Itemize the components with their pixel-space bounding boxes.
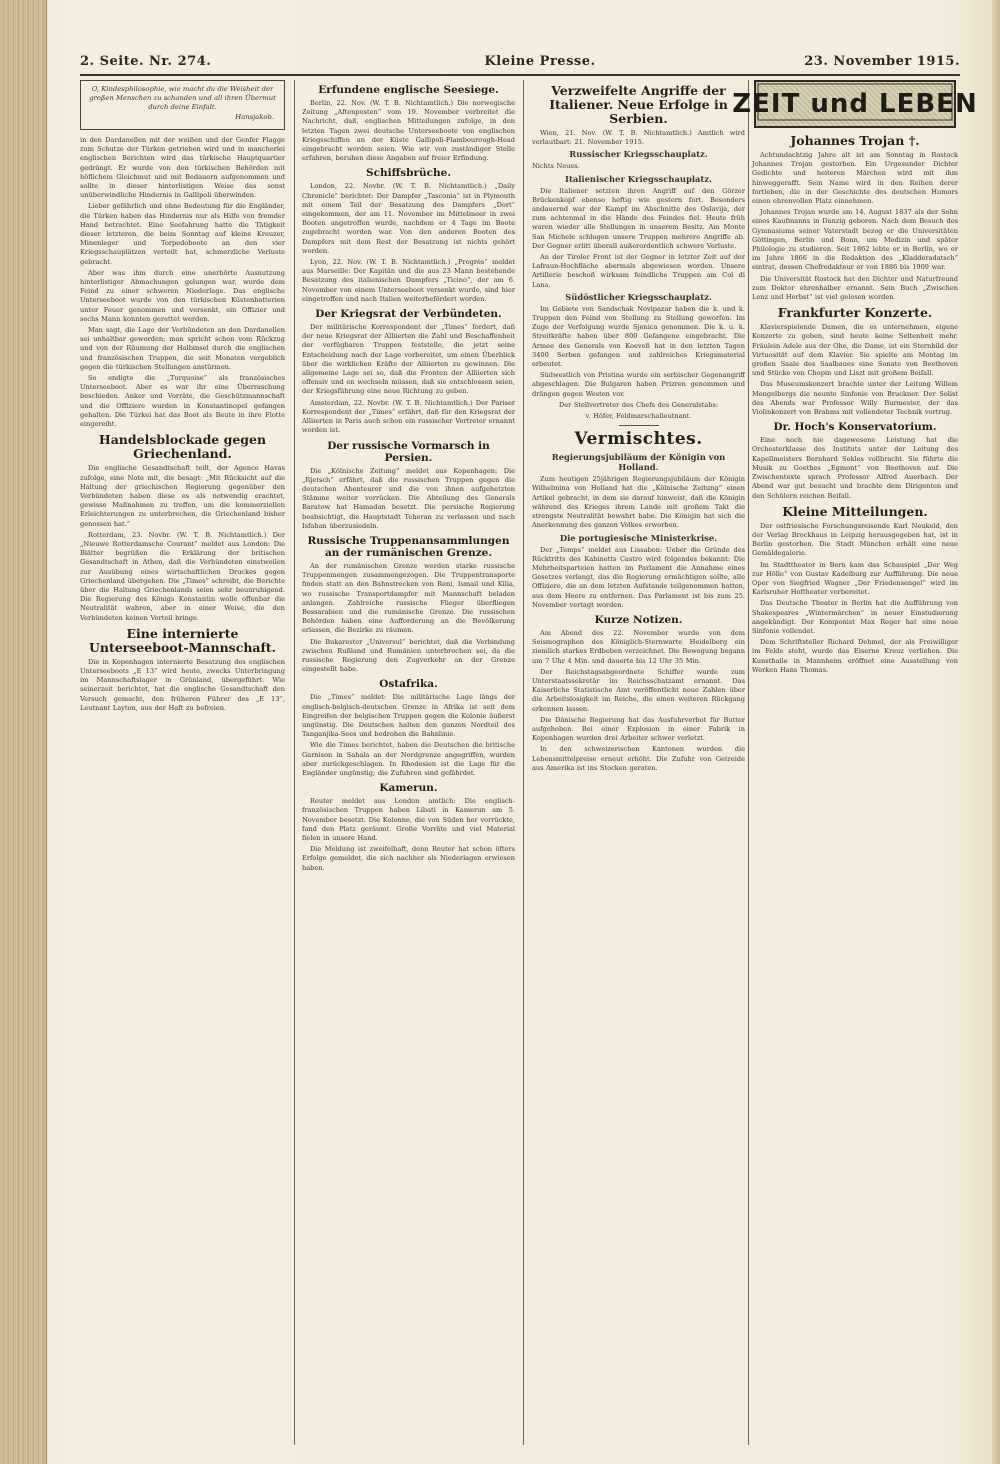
column-2 <box>302 80 515 1450</box>
article-paragraph: Nichts Neues. <box>532 162 580 171</box>
section-divider <box>619 425 659 426</box>
article-paragraph: Die Italiener setzten ihren Angriff auf den Görzer Brückenkopf ebenso heftig wie gestern fort. Besonders andauernd war der Kampf im Abschnitte des Oslavija, der zum achtenmal in die Hände des Feindes fiel. Heute früh waren wieder alle Stellungen in unserem Besitz. Am Monte San Michele schlugen unsere Truppen mehrere Angriffe ab. Der Gegner erlitt überall außerordentlich schwere Verluste. <box>532 186 745 250</box>
article-headline: Eine internierte Unterseeboot-Mannschaft. <box>88 625 277 655</box>
article-paragraph: Die Meldung ist zweifelhaft, denn Reuter hat schon öfters Erfolge gemeldet, die sich nachher als Niederlagen erwiesen haben. <box>302 845 515 872</box>
article-paragraph: An der rumänischen Grenze werden starke russische Truppenmengen zusammengezogen. Die Truppentransporte finden statt an den Bahnstrecken von Reni, Ismail und Kilia, wo russische Transportdampfer mit Mannschaft beladen anlangen. Zahlreiche russische Flieger überfliegen Bessarabien und die rumänische Grenze. Die russischen Behörden haben eine Aufforderung an die Bevölkerung erlassen, die Bezirke zu räumen. <box>302 561 515 635</box>
page-number: 2. Seite. Nr. 274. <box>80 54 212 69</box>
epigraph-author: Hansjakob. <box>235 113 274 121</box>
article-headline: Der Kriegsrat der Verbündeten. <box>315 308 502 321</box>
book-binding <box>0 0 47 1464</box>
article-headline: Verzweifelte Angriffe der Italiener. Neue Erfolge in Serbien. <box>549 83 728 126</box>
section-subhead: Russischer Kriegsschauplatz. <box>569 149 708 160</box>
article-paragraph: Am Abend des 22. November wurde von dem Seismographen des Königlich-Sternwarte Heidelberg ein ziemlich starkes Erdbeben verzeichnet. Die Bewegung begann um 7 Uhr 4 Min. und dauerte bis 12 Uhr 35 Min. <box>532 628 745 665</box>
article-headline: Schiffsbrüche. <box>366 167 451 180</box>
zeit-und-leben-masthead <box>732 80 978 128</box>
article-paragraph: Reuter meldet aus London amtlich: Die englisch-französischen Truppen haben Libati in Kamerun am 5. November besetzt. Die Kolonne, die von Süden her vorrückte, fand den Platz geräumt. Große Vorräte und viel Material fielen in unsere Hand. <box>302 797 515 842</box>
article-paragraph: Dem Schriftsteller Richard Dehmel, der als Freiwilliger im Felde steht, wurde das Eiserne Kreuz verliehen. Die Kunsthalle in Mannheim eröffnet eine Ausstellung von Werken Hans Thomas. <box>752 638 958 674</box>
column-4 <box>732 80 978 1450</box>
masthead-title: ZEIT und LEBEN <box>732 89 978 119</box>
article-paragraph: Amsterdam, 22. Novbr. (W. T. B. Nichtamtlich.) Der Pariser Korrespondent der „Times“ erfährt, daß für den Kriegsrat der Alliierten in Paris auch schon ein russischer Vertreter ernannt worden ist. <box>302 398 515 435</box>
article-paragraph: Der ostfriesische Forschungsreisende Karl Neukeld, den der Verlag Brockhaus in Leipzig herausgegeben hat, ist in Berlin gestorben. Die Stadt München erhält eine neue Gemäldegalerie. <box>752 521 958 558</box>
article-paragraph: Lyon, 22. Nov. (W. T. B. Nichtamtlich.) „Progrès“ meldet aus Marseille: Der Kapitän und die aus 23 Mann bestehende Besatzung des italienischen Dampfers „Ticino“, der am 6. November von einem Unterseeboot versenkt wurde, sind hier eingetroffen und nach Italien weiterbefördert worden. <box>302 258 515 303</box>
article-paragraph: Lieber gefährlich und ohne Bedeutung für die Engländer, die Türken haben das Hindernis nur als Hilfe von fremder Hand betrachtet. Eine Seefahrung hatte die Tätigkeit dieser letzteren, die beim Sonntag auf kleine Kreuzer, Minenleger und Torpedoboote an den vier Kriegsschauplätzen verteilt hat, schmerzliche Verluste gebracht. <box>80 202 285 266</box>
article-paragraph: Rotterdam, 23. Novbr. (W. T. B. Nichtamtlich.) Der „Nieuwe Rotterdamsche Courant“ meldet aus London: Die Blätter begrüßen die Erklärung der britischen Gesandtschaft in Athen, daß die Verbündeten einstweilen zur Ausübung eines wirtschaftlichen Druckes gegen Griechenland übergehen. Die „Times“ schreibt, die Berichte über die Haltung Griechenlands seien sehr beunruhigend. Die Regierung des Königs Konstantin wolle offenbar die Neutralität wahren, aber in einer Weise, die den Verbündeten keinen Vorteil bringe. <box>80 530 285 622</box>
article-headline: Erfundene englische Seesiege. <box>318 84 499 96</box>
article-paragraph: Die Dänische Regierung hat das Ausfuhrverbot für Butter aufgehoben. Bei einer Explosion in einer Fabrik in Kopenhagen wurden drei Arbeiter schwer verletzt. <box>532 715 745 743</box>
article-paragraph: Im Stadttheater in Bern kam das Schauspiel „Der Weg zur Hölle“ von Gustav Kadelburg zur Aufführung. Die neue Oper von Siegfried Wagner „Der Friedensengel“ wird im Karlsruher Hoftheater vorbereitet. <box>752 560 958 597</box>
article-paragraph: Der Reichstagsabgeordnete Schiffer wurde zum Unterstaatssekretär im Reichsschatzamt ernannt. Das Kaiserliche Statistische Amt veröffentlicht neue Zahlen über die Arbeitslosigkeit im Reiche, die einen weiteren Rückgang erkennen lassen. <box>532 667 745 713</box>
article-paragraph: Zum heutigen 25jährigen Regierungsjubiläum der Königin Wilhelmina von Holland hat die „Kölnische Zeitung“ einen Artikel gebracht, in dem sie darauf hinweist, daß die Königin während des Krieges ihrem Lande mit großem Takt die strengste Neutralität bewahrt habe. Die Königin hat sich die Anerkennung des ganzen Volkes erworben. <box>532 475 745 530</box>
epigraph-text: O, Kindesphilosophie, wie macht du die Weisheit der großen Menschen zu schanden und all ihren Übermut durch deine Einfalt. <box>89 85 276 111</box>
article-paragraph: Wie die Times berichtet, haben die Deutschen die britische Garnison in Sahala an der Nordgrenze angegriffen, wurden aber zurückgeschlagen. In Rhodesien ist die Lage für die Engländer ungünstig; die Zufuhren sind gefährdet. <box>302 741 515 777</box>
epigraph-box <box>80 80 285 130</box>
article-paragraph: Die Bukarester „Universul“ berichtet, daß die Verbindung zwischen Rußland und Rumänien unterbrochen sei, da die russische Regierung den Zugverkehr an der Grenze eingestellt habe. <box>302 637 515 674</box>
signature-line: Der Stellvertreter des Chefs des Generalstabs: <box>558 400 719 409</box>
article-paragraph: Das Museumskonzert brachte unter der Leitung Willem Mengelbergs die neunte Sinfonie von Bruckner. Der Solist des Abends war Professor Willy Burmester, der das Violinkonzert von Brahms mit vollendeter Technik vortrug. <box>752 380 958 417</box>
column-1 <box>80 80 285 1450</box>
article-paragraph: In den schweizerischen Kantonen wurden die Lebensmittelpreise erneut erhöht. Die Zufuhr von Getreide aus Amerika ist ins Stocken geraten. <box>532 745 745 772</box>
article-headline: Ostafrika. <box>379 678 438 691</box>
column-rule <box>523 80 524 1445</box>
article-headline: Frankfurter Konzerte. <box>777 305 933 321</box>
article-headline: Russische Truppenansammlungen an der rumänischen Grenze. <box>307 534 510 559</box>
article-headline: Handelsblockade gegen Griechenland. <box>98 432 267 462</box>
section-subhead: Südöstlicher Kriegsschauplatz. <box>565 291 712 302</box>
article-paragraph: Berlin, 22. Nov. (W. T. B. Nichtamtlich.) Die norwegische Zeitung „Aftenposten“ vom 19. November verbreitet die Nachricht, daß, englischen Mitteilungen zufolge, in den letzten Tagen zwei deutsche Unterseeboote von englischen Kriegsschiffen an der Küste Gallipoli-Flambourough-Head eingebracht worden seien. Wie wir von zuständiger Stelle erfahren, beruhen diese Angaben auf freier Erfindung. <box>302 99 515 163</box>
article-paragraph: Die in Kopenhagen internierte Besatzung des englischen Unterseeboots „E 13“ wird heute, zwecks Unterbringung im Mannschaftslager in Grünland, übergeführt. Wie seinerzeit berichtet, hat die englische Gesandtschaft den Versuch gemacht, den früheren Führer des „E 13“, Leutnant Layton, aus der Haft zu befreien. <box>80 657 285 712</box>
article-paragraph: An der Tiroler Front ist der Gegner in letzter Zeit auf der Lafraun-Hochfläche abermals abgewiesen worden. Unsere Artillerie beschoß wirksam feindliche Truppen am Col di Lana. <box>532 253 745 289</box>
section-subhead: Italienischer Kriegsschauplatz. <box>565 173 712 184</box>
page-edge <box>992 0 1000 1464</box>
column-3 <box>532 80 745 1450</box>
article-paragraph: Man sagt, die Lage der Verbündeten an den Dardanellen sei unhaltbar geworden; man spricht schon vom Rückzug und von der Räumung der Halbinsel durch die englischen und französischen Truppen, die seit Monaten vergeblich gegen die türkischen Stellungen anstürmen. <box>80 326 285 371</box>
article-paragraph: So endigte die „Turquoise“ als französisches Unterseeboot. Aber es war ihr eine Überraschung beschieden. Anker und Vorräte, die Geschützmannschaft und die Offiziere wurden in Konstantinopel gefangen gehalten. Die Türkei hat das Boot als Beute in ihre Flotte eingereiht. <box>80 374 285 429</box>
article-paragraph: Die „Kölnische Zeitung“ meldet aus Kopenhagen: Die „Rjetsch“ erfährt, daß die russischen Truppen gegen die deutschen Abenteurer und die von ihnen aufgehetzten Stämme weiter vorrücken. Die Abteilung des Generals Baratow hat Hamadan besetzt. Die persische Regierung beabsichtigt, die Hauptstadt Teheran zu verlassen und nach Isfahan überzusiedeln. <box>302 466 515 530</box>
article-paragraph: Südwestlich von Pristina wurde ein serbischer Gegenangriff abgeschlagen. Die Bulgaren haben Prizren genommen und drängen gegen Westen vor. <box>532 371 745 398</box>
article-paragraph: London, 22. Novbr. (W. T. B. Nichtamtlich.) „Daily Chronicle“ berichtet: Der Dampfer „Tasconia“ ist in Plymouth mit einem Teil der Besatzung des Dampfers „Dort“ eingekommen, der am 11. November im Mittelmeer in zwei Booten angetroffen wurde, nachdem er 4 Tage im Boote zugebracht worden war. Von den anderen Booten des Dampfers mit dem Rest der Besatzung ist nichts gehört worden. <box>302 182 515 255</box>
masthead-lettering <box>732 82 978 122</box>
page-header <box>80 52 960 76</box>
article-headline: Johannes Trojan †. <box>790 133 920 148</box>
article-paragraph: in den Dardanellen mit der weißen und der Genfer Flagge zum Schutze der Türken getrieben wird und in mancherlei englischen Berichten wird das türkische Hauptquartier gedrängt. Er wurde von den türkischen Behörden mit höflichem Gleichmut und mit Bedauern aufgenommen und sollte in dieser hinterlistigen Weise das sonst unüberwindliche Hindernis in Gallipoli überwinden. <box>80 136 285 200</box>
newspaper-title: Kleine Presse. <box>484 54 596 69</box>
article-paragraph: Achtundachtzig Jahre alt ist am Sonntag in Rostock Johannes Trojan gestorben. Ein Urgesunder Dichter Gedichte und heiteren Märchen wird mit ihm hinweggerafft. Sein Name wird in den Reihen derer fortleben, die in der Geschichte des deutschen Humors einen ehrenvollen Platz einnehmen. <box>752 151 958 206</box>
issue-date: 23. November 1915. <box>804 54 960 69</box>
article-paragraph: Der militärische Korrespondent der „Times“ fordert, daß der neue Kriegsrat der Alliierten die Zahl und Beschaffenheit der verfügbaren Truppen feststelle, die jetzt seine Entscheidung nach der Lage vorbereitet, um einen Überblick über die wirklichen Kräfte der Alliierten zu gewinnen. Die allgemeine Lage sei so, daß die Fronten der Alliierten sich offensiv und en wechseln müssen, daß sie entschlossen seien, der Kriegsführung eine neue Richtung zu geben. <box>302 323 515 396</box>
article-headline: Kurze Notizen. <box>594 613 683 626</box>
dateline: Wien, 21. Nov. (W. T. B. Nichtamtlich.) Amtlich wird verlautbart: 21. November 1915. <box>532 129 745 147</box>
article-headline: Kleine Mitteilungen. <box>782 503 928 519</box>
article-paragraph: Im Gebiete von Sandschak Novipazar haben die k. und k. Truppen den Feind von Stellung zu Stellung geworfen. Im Zuge der Verfolgung wurde Sjenica genommen. Die k. u. k. Streitkräfte haben über 800 Gefangene eingebracht. Die Armee des Generals von Koeveß hat in den letzten Tagen 3400 Serben gefangen und zahlreiches Kriegsmaterial erbeutet. <box>532 304 745 369</box>
article-headline: Kamerun. <box>379 782 438 795</box>
column-rule <box>294 80 295 1445</box>
article-paragraph: Der „Temps“ meldet aus Lissabon: Ueber die Gründe des Rücktritts des Kabinetts Castro wird folgendes bekannt: Die Mehrheitsparteien hatten im Parlament die Annahme eines Gesetzes verlangt, das die Regierung ermächtigen sollte, alle Offiziere, die an dem letzten Aufstande teilgenommen hatten, aus dem Heere zu entfernen. Das Parlament ist bis zum 25. November vertagt worden. <box>532 545 745 609</box>
article-headline: Dr. Hoch's Konservatorium. <box>773 421 937 434</box>
article-paragraph: Klavierspielende Damen, die es unternehmen, eigene Konzerte zu geben, sind heute keine Seltenheit mehr. Fräulein Adele aus der Ohe, die Dame, ist ein Sternbild der Virtuosität auf dem Klavier. Sie spielte am Montag im großen Saale des Saalbaues eine Sonate von Beethoven und Stücke von Chopin und Liszt mit großem Beifall. <box>752 323 958 378</box>
article-paragraph: Das Deutsche Theater in Berlin hat die Aufführung von Shakespeares „Wintermärchen“ in neuer Einstudierung angekündigt. Der Komponist Max Reger hat eine neue Sinfonie vollendet. <box>752 599 958 635</box>
article-paragraph: Eine noch nie dagewesene Leistung hat die Orchesterklasse des Instituts unter der Leitung des Kapellmeisters Bernhard Sekles vollbracht. Sie führte die Musik zu Goethes „Egmont“ von Beethoven auf. Die Zwischentexte sprach Professor Alfred Auerbach. Der Abend war gut besucht und brachte dem Dirigenten und den Schülern reichen Beifall. <box>752 436 958 500</box>
signature-name: v. Höfer, Feldmarschalleutnant. <box>585 412 692 421</box>
column-rule <box>748 80 749 1445</box>
article-paragraph: Die „Times“ meldet: Die militärische Lage längs der englisch-belgisch-deutschen Grenze in Afrika ist seit dem Eingreifen der belgischen Truppen gegen die Kolonie äußerst ungünstig. Die Deutschen halten den ganzen Nordteil des Tanganjika-Sees und bedrohen die Bahnlinie. <box>302 693 515 739</box>
section-heading: Vermischtes. <box>574 429 703 450</box>
article-paragraph: Die englische Gesandtschaft teilt, der Agence Havas zufolge, eine Note mit, die besagt: „Mit Rücksicht auf die Haltung der griechischen Regierung gegenüber den Verbündeten haben diese es als notwendig erachtet, gewisse Maßnahmen zu treffen, um die kommerziellen Erleichterungen zu unterbrechen, die Griechenland bisher genossen hat.“ <box>80 464 285 528</box>
article-paragraph: Die Universität Rostock hat den Dichter und Naturfreund zum Doktor ehrenhalber ernannt. Sein Buch „Zwischen Lenz und Herbst“ ist viel gelesen worden. <box>752 274 958 302</box>
article-headline: Die portugiesische Ministerkrise. <box>559 532 718 543</box>
article-headline: Der russische Vormarsch in Persien. <box>327 439 490 464</box>
article-paragraph: Johannes Trojan wurde am 14. August 1837 als der Sohn eines Kaufmanns in Danzig geboren. Nach dem Besuch des Gymnasiums seiner Vaterstadt bezog er die Universitäten Göttingen, Berlin und Bonn, um Medizin und später Philologie zu studieren. Seit 1862 lebte er in Berlin, wo er im Jahre 1866 in die Redaktion des „Kladderadatsch“ eintrat, dessen Chefredakteur er von 1886 bis 1909 war. <box>752 208 958 272</box>
article-paragraph: Aber was ihm durch eine unerhörte Ausnutzung hinterlistiger Abmachungen gelungen war, wurde dem Feind zu einer schweren Niederlage. Das englische Unterseeboot wurde von den türkischen Küstenbatterien unter Feuer genommen und versenkt, ein Offizier und sechs Mann konnten gerettet werden. <box>80 268 285 323</box>
article-headline: Regierungsjubiläum der Königin von Holland. <box>551 452 726 473</box>
